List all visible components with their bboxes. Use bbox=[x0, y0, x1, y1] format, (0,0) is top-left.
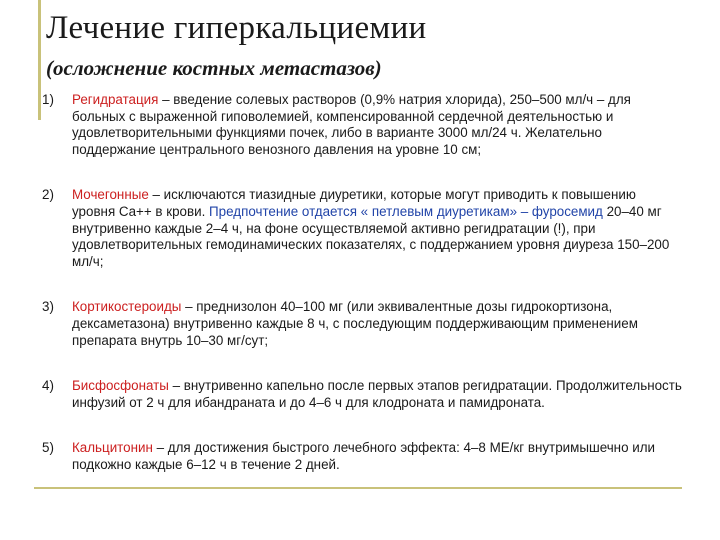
list-item-calcitonin bbox=[42, 440, 682, 473]
treatment-list bbox=[42, 92, 682, 474]
item-text: – введение солевых растворов (0,9% натрия хлорида), 250–500 мл/ч – для больных с выраженной гиповолемией, компенсированной сердечной деятельностью и удовлетворительными функциями почек, либо в варианте 3000 мл/24 ч. Желательно поддержание центрального венозного давления на уровне 10 см; bbox=[72, 92, 631, 157]
item-number: 2) bbox=[42, 187, 54, 203]
item-term: Регидратация bbox=[72, 92, 159, 107]
item-number: 4) bbox=[42, 378, 54, 394]
item-text-continued: 20–40 мг внутривенно каждые 2–4 ч, на фоне осуществляемой активно регидратации (!), при удовлетворительных гемодинамических показателях, с поддержанием уровня диуреза 150–200 мл/ч; bbox=[72, 203, 670, 269]
item-text: – для достижения быстрого лечебного эффекта: 4–8 МЕ/кг внутримышечно или подкожно каждые 6–12 ч в течение 2 дней. bbox=[72, 440, 656, 472]
list-item-diuretics bbox=[42, 187, 682, 270]
item-text: – преднизолон 40–100 мг (или эквивалентные дозы гидрокортизона, дексаметазона) внутривенно каждые 8 ч, с последующим поддерживающим применением препарата внутрь 10–30 мг/сут; bbox=[72, 299, 638, 348]
list-item-corticosteroids bbox=[42, 299, 682, 349]
item-number: 1) bbox=[42, 92, 54, 107]
item-term: Бисфосфонаты bbox=[72, 378, 169, 394]
item-term: Кальцитонин bbox=[72, 440, 153, 456]
item-text: – исключаются тиазидные диуретики, которые могут приводить к повышению уровня Ca++ в крови. bbox=[72, 187, 636, 219]
item-term: Мочегонные bbox=[72, 187, 149, 203]
accent-line-horizontal bbox=[34, 487, 682, 489]
item-text: – внутривенно капельно после первых этапов регидратации. Продолжительность инфузий от 2 ч для ибандраната и до 4–6 ч для клодроната и памидроната. bbox=[72, 378, 682, 410]
accent-line-vertical bbox=[38, 0, 41, 120]
page-subtitle: (осложнение костных метастазов) bbox=[46, 56, 382, 80]
item-number: 5) bbox=[42, 440, 54, 456]
item-term: Кортикостероиды bbox=[72, 299, 182, 315]
page-title: Лечение гиперкальциемии bbox=[46, 10, 427, 46]
list-item-bisphosphonates bbox=[42, 378, 682, 411]
list-item-rehydration bbox=[42, 92, 682, 158]
item-number: 3) bbox=[42, 299, 54, 315]
item-highlight: Предпочтение отдается « петлевым диуретикам» – фуросемид bbox=[209, 203, 603, 219]
